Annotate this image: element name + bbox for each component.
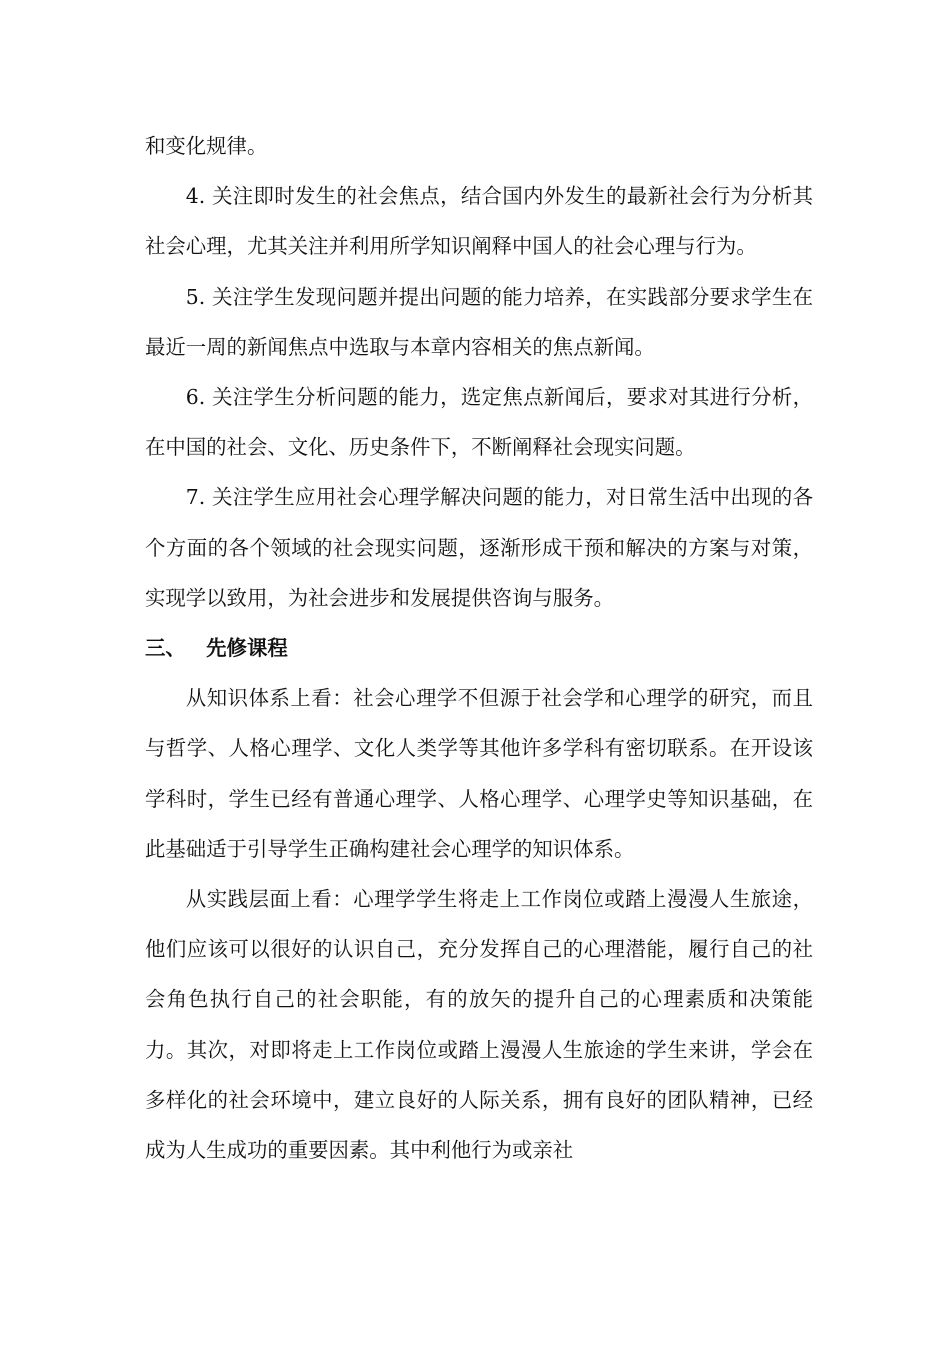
body-text bbox=[145, 121, 813, 1175]
paragraph-item-4: 4. 关注即时发生的社会焦点，结合国内外发生的最新社会行为分析其社会心理，尤其关注并利用所学知识阐释中国人的社会心理与行为。 bbox=[145, 184, 813, 259]
section-heading bbox=[145, 623, 813, 673]
paragraph-item-5: 5. 关注学生发现问题并提出问题的能力培养，在实践部分要求学生在最近一周的新闻焦点中选取与本章内容相关的焦点新闻。 bbox=[145, 284, 813, 359]
paragraph-item-7: 7. 关注学生应用社会心理学解决问题的能力，对日常生活中出现的各个方面的各个领域的社会现实问题，逐渐形成干预和解决的方案与对策，实现学以致用，为社会进步和发展提供咨询与服务。 bbox=[145, 485, 813, 610]
paragraph-item-6: 6. 关注学生分析问题的能力，选定焦点新闻后，要求对其进行分析，在中国的社会、文化、历史条件下，不断阐释社会现实问题。 bbox=[145, 385, 813, 460]
section-title: 先修课程 bbox=[206, 636, 288, 661]
paragraph-practice-level: 从实践层面上看：心理学学生将走上工作岗位或踏上漫漫人生旅途，他们应该可以很好的认识自己，充分发挥自己的心理潜能，履行自己的社会角色执行自己的社会职能，有的放矢的提升自己的心理素质和决策能力。其次，对即将走上工作岗位或踏上漫漫人生旅途的学生来讲，学会在多样化的社会环境中，建立良好的人际关系，拥有良好的团队精神，已经成为人生成功的重要因素。其中利他行为或亲社 bbox=[145, 887, 813, 1163]
paragraph-continuation: 和变化规律。 bbox=[145, 134, 268, 158]
section-number: 三、 bbox=[145, 636, 186, 661]
paragraph-knowledge-system: 从知识体系上看：社会心理学不但源于社会学和心理学的研究，而且与哲学、人格心理学、文化人类学等其他许多学科有密切联系。在开设该学科时，学生已经有普通心理学、人格心理学、心理学史等知识基础，在此基础适于引导学生正确构建社会心理学的知识体系。 bbox=[145, 686, 813, 861]
